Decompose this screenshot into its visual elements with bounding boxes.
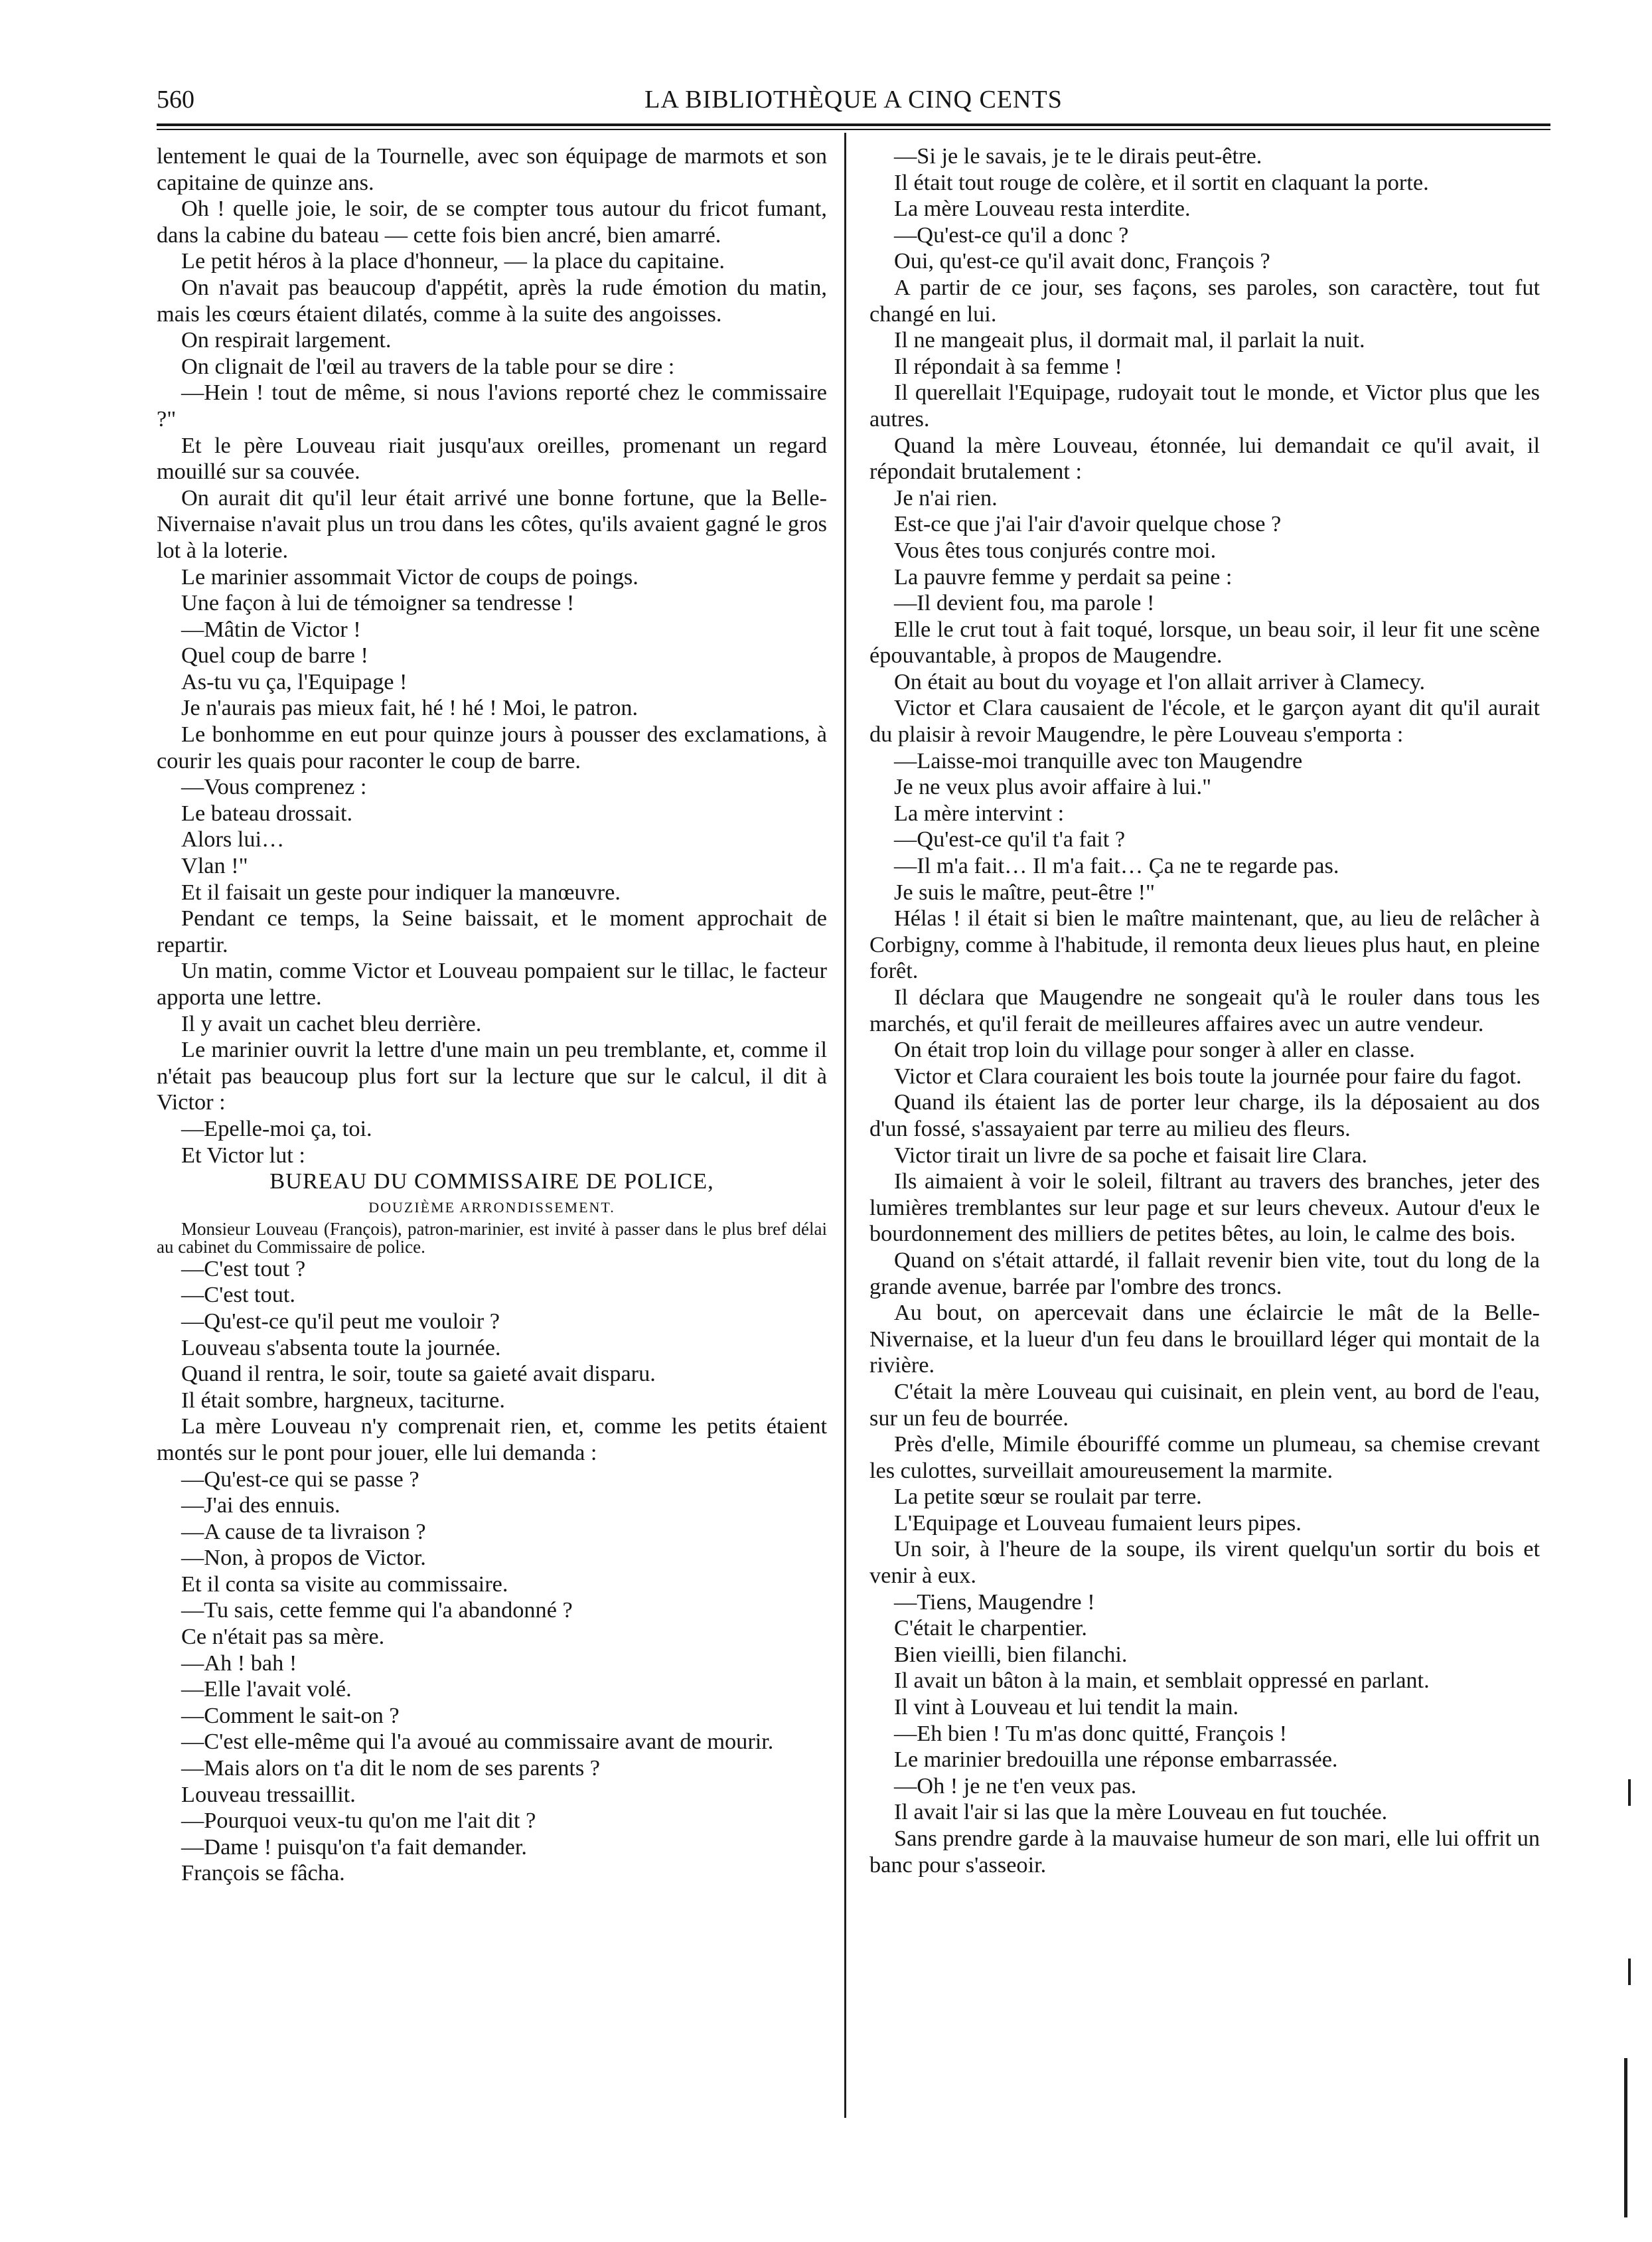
- paragraph: —Il m'a fait… Il m'a fait… Ça ne te regarde pas.: [894, 853, 1339, 879]
- section-heading: BUREAU DU COMMISSAIRE DE POLICE,: [269, 1168, 714, 1194]
- margin-scan-mark: [1624, 2058, 1627, 2217]
- paragraph: —Hein ! tout de même, si nous l'avions reporté chez le commissaire ?": [157, 380, 827, 432]
- paragraph: Alors lui…: [181, 827, 285, 852]
- paragraph: Sans prendre garde à la mauvaise humeur de son mari, elle lui offrit un banc pour s'asseoir.: [869, 1826, 1540, 1878]
- paragraph: Pendant ce temps, la Seine baissait, et le moment approchait de repartir.: [157, 906, 827, 957]
- paragraph: Ils aimaient à voir le soleil, filtrant au travers des branches, jeter des lumières tremblantes sur leur page et sur leurs cheveux. Autour d'eux le bourdonnement des milliers de petites bêtes, au loin, le calme des bois.: [869, 1168, 1540, 1247]
- paragraph: Au bout, on apercevait dans une éclaircie le mât de la Belle-Nivernaise, et la lueur d'un feu dans le brouillard léger qui montait de la rivière.: [869, 1300, 1540, 1378]
- paragraph: Le marinier ouvrit la lettre d'une main un peu tremblante, et, comme il n'était pas beaucoup plus fort sur la lecture que sur le calcul, il dit à Victor :: [157, 1037, 827, 1115]
- column-divider: [844, 133, 846, 2118]
- paragraph: Un soir, à l'heure de la soupe, ils virent quelqu'un sortir du bois et venir à eux.: [869, 1536, 1540, 1589]
- paragraph: Quand la mère Louveau, étonnée, lui demandait ce qu'il avait, il répondait brutalement :: [869, 432, 1540, 485]
- paragraph: Le bonhomme en eut pour quinze jours à pousser des exclamations, à courir les quais pour raconter le coup de barre.: [157, 722, 827, 773]
- header-rule: [157, 123, 1550, 126]
- paragraph: Bien vieilli, bien filanchi.: [894, 1641, 1128, 1667]
- paragraph: C'était la mère Louveau qui cuisinait, en plein vent, au bord de l'eau, sur un feu de bourrée.: [869, 1378, 1540, 1431]
- paragraph: —A cause de ta livraison ?: [181, 1518, 426, 1544]
- paragraph: Le petit héros à la place d'honneur, — la place du capitaine.: [181, 248, 725, 274]
- paragraph: Oui, qu'est-ce qu'il avait donc, François ?: [894, 248, 1270, 274]
- paragraph: La petite sœur se roulait par terre.: [894, 1484, 1202, 1510]
- paragraph: As-tu vu ça, l'Equipage !: [181, 669, 408, 694]
- paragraph: Et il faisait un geste pour indiquer la manœuvre.: [181, 879, 621, 905]
- paragraph: Hélas ! il était si bien le maître maintenant, que, au lieu de relâcher à Corbigny, comme à l'habitude, il remonta deux lieues plus haut, en pleine forêt.: [869, 906, 1540, 984]
- paragraph: Il déclara que Maugendre ne songeait qu'à le rouler dans tous les marchés, et qu'il ferait de meilleures affaires avec un autre vendeur.: [869, 985, 1540, 1036]
- paragraph: Vlan !": [181, 853, 248, 879]
- paragraph: Oh ! quelle joie, le soir, de se compter tous autour du fricot fumant, dans la cabine du bateau — cette fois bien ancré, bien amarré.: [157, 196, 827, 248]
- paragraph: Je suis le maître, peut-être !": [894, 879, 1156, 905]
- paragraph: La pauvre femme y perdait sa peine :: [894, 564, 1233, 590]
- paragraph: —Vous comprenez :: [181, 774, 367, 800]
- paragraph: C'était le charpentier.: [894, 1615, 1087, 1641]
- paragraph: —Qu'est-ce qu'il t'a fait ?: [894, 827, 1126, 852]
- paragraph: —Comment le sait-on ?: [181, 1702, 400, 1728]
- paragraph: Louveau tressaillit.: [181, 1781, 356, 1807]
- paragraph: —Tu sais, cette femme qui l'a abandonné ?: [181, 1597, 573, 1623]
- paragraph: —Epelle-moi ça, toi.: [181, 1115, 372, 1141]
- paragraph: On aurait dit qu'il leur était arrivé une bonne fortune, que la Belle-Nivernaise n'avait plus un trou dans les côtes, qu'ils avaient gagné le gros lot à la loterie.: [157, 485, 827, 563]
- paragraph: On n'avait pas beaucoup d'appétit, après la rude émotion du matin, mais les cœurs étaient dilatés, comme à la suite des angoisses.: [157, 274, 827, 327]
- paragraph: —J'ai des ennuis.: [181, 1492, 340, 1518]
- section-subheading: DOUZIÈME ARRONDISSEMENT.: [368, 1198, 615, 1216]
- paragraph: Une façon à lui de témoigner sa tendresse !: [181, 590, 575, 616]
- paragraph: On était trop loin du village pour songer à aller en classe.: [894, 1037, 1415, 1063]
- paragraph: Le marinier bredouilla une réponse embarrassée.: [894, 1747, 1338, 1773]
- paragraph: Il avait un bâton à la main, et semblait oppressé en parlant.: [894, 1668, 1430, 1694]
- paragraph: —Mâtin de Victor !: [181, 616, 361, 642]
- page-number: 560: [157, 86, 194, 114]
- paragraph: Il était sombre, hargneux, taciturne.: [181, 1387, 505, 1413]
- paragraph: —Pourquoi veux-tu qu'on me l'ait dit ?: [181, 1808, 536, 1834]
- paragraph: —Qu'est-ce qu'il a donc ?: [894, 222, 1129, 248]
- paragraph: Il vint à Louveau et lui tendit la main.: [894, 1694, 1239, 1720]
- paragraph: —Laisse-moi tranquille avec ton Maugendre: [894, 748, 1303, 773]
- paragraph: Ce n'était pas sa mère.: [181, 1624, 385, 1650]
- paragraph: Il avait l'air si las que la mère Louveau en fut touchée.: [894, 1799, 1388, 1825]
- paragraph: On clignait de l'œil au travers de la table pour se dire :: [181, 353, 675, 379]
- paragraph: —Elle l'avait volé.: [181, 1676, 352, 1702]
- paragraph: Le marinier assommait Victor de coups de poings.: [181, 564, 638, 590]
- paragraph: On respirait largement.: [181, 327, 392, 353]
- paragraph: Et le père Louveau riait jusqu'aux oreilles, promenant un regard mouillé sur sa couvée.: [157, 432, 827, 485]
- paragraph: Est-ce que j'ai l'air d'avoir quelque chose ?: [894, 511, 1282, 537]
- paragraph: —Ah ! bah !: [181, 1650, 297, 1676]
- paragraph: Il ne mangeait plus, il dormait mal, il parlait la nuit.: [894, 327, 1365, 353]
- paragraph: Un matin, comme Victor et Louveau pompaient sur le tillac, le facteur apporta une lettre.: [157, 958, 827, 1010]
- paragraph: Je ne veux plus avoir affaire à lui.": [894, 774, 1212, 800]
- notice-text: Monsieur Louveau (François), patron-marinier, est invité à passer dans le plus bref délai au cabinet du Commissaire de police.: [157, 1218, 827, 1257]
- paragraph: —C'est tout.: [181, 1282, 295, 1308]
- paragraph: —Oh ! je ne t'en veux pas.: [894, 1773, 1137, 1799]
- paragraph: Je n'ai rien.: [894, 485, 998, 511]
- page-header: [157, 85, 1550, 125]
- paragraph: La mère intervint :: [894, 800, 1065, 826]
- paragraph: On était au bout du voyage et l'on allait arriver à Clamecy.: [894, 669, 1426, 694]
- paragraph: Et Victor lut :: [181, 1142, 305, 1168]
- paragraph: Il y avait un cachet bleu derrière.: [181, 1010, 482, 1036]
- paragraph: —Qu'est-ce qu'il peut me vouloir ?: [181, 1308, 500, 1334]
- paragraph: Il répondait à sa femme !: [894, 353, 1122, 379]
- paragraph: —Tiens, Maugendre !: [894, 1589, 1095, 1615]
- paragraph: Louveau s'absenta toute la journée.: [181, 1334, 501, 1360]
- paragraph: Je n'aurais pas mieux fait, hé ! hé ! Moi, le patron.: [181, 695, 638, 721]
- paragraph: Le bateau drossait.: [181, 800, 353, 826]
- paragraph: lentement le quai de la Tournelle, avec son équipage de marmots et son capitaine de quinze ans.: [157, 143, 827, 195]
- left-column: [157, 143, 827, 1887]
- paragraph: Quand il rentra, le soir, toute sa gaieté avait disparu.: [181, 1361, 656, 1387]
- paragraph: —C'est elle-même qui l'a avoué au commissaire avant de mourir.: [181, 1729, 774, 1755]
- paragraph: François se fâcha.: [181, 1860, 345, 1886]
- paragraph: La mère Louveau n'y comprenait rien, et, comme les petits étaient montés sur le pont pour jouer, elle lui demanda :: [157, 1413, 827, 1465]
- paragraph: —Mais alors on t'a dit le nom de ses parents ?: [181, 1755, 601, 1781]
- paragraph: La mère Louveau resta interdite.: [894, 196, 1191, 222]
- paragraph: —Il devient fou, ma parole !: [894, 590, 1155, 616]
- paragraph: —Dame ! puisqu'on t'a fait demander.: [181, 1834, 527, 1860]
- paragraph: —Non, à propos de Victor.: [181, 1545, 426, 1571]
- paragraph: Il querellait l'Equipage, rudoyait tout le monde, et Victor plus que les autres.: [869, 380, 1540, 432]
- paragraph: Il était tout rouge de colère, et il sortit en claquant la porte.: [894, 169, 1429, 195]
- header-rule-thin: [157, 129, 1550, 130]
- paragraph: Victor et Clara couraient les bois toute la journée pour faire du fagot.: [894, 1063, 1522, 1089]
- paragraph: —C'est tout ?: [181, 1255, 306, 1281]
- paragraph: —Si je le savais, je te le dirais peut-être.: [894, 143, 1262, 169]
- paragraph: Victor et Clara causaient de l'école, et le garçon ayant dit qu'il aurait du plaisir à revoir Maugendre, le père Louveau s'emporta :: [869, 695, 1540, 748]
- paragraph: Victor tirait un livre de sa poche et faisait lire Clara.: [894, 1142, 1368, 1168]
- paragraph: Quand ils étaient las de porter leur charge, ils la déposaient au dos d'un fossé, s'assayaient par terre au milieu des fleurs.: [869, 1089, 1540, 1141]
- paragraph: Quand on s'était attardé, il fallait revenir bien vite, tout du long de la grande avenue, barrée par l'ombre des troncs.: [869, 1247, 1540, 1299]
- paragraph: A partir de ce jour, ses façons, ses paroles, son caractère, tout fut changé en lui.: [869, 274, 1540, 327]
- paragraph: —Qu'est-ce qui se passe ?: [181, 1466, 419, 1492]
- paragraph: —Eh bien ! Tu m'as donc quitté, François !: [894, 1720, 1288, 1746]
- paragraph: Et il conta sa visite au commissaire.: [181, 1571, 508, 1597]
- running-title: LA BIBLIOTHÈQUE A CINQ CENTS: [644, 86, 1063, 114]
- paragraph: Vous êtes tous conjurés contre moi.: [894, 537, 1217, 563]
- paragraph: Près d'elle, Mimile ébouriffé comme un plumeau, sa chemise crevant les culottes, surveillait amoureusement la marmite.: [869, 1431, 1540, 1483]
- margin-scan-mark: [1628, 1779, 1631, 1806]
- paragraph: Elle le crut tout à fait toqué, lorsque, un beau soir, il leur fit une scène épouvantable, à propos de Maugendre.: [869, 616, 1540, 669]
- right-column: [869, 143, 1540, 1878]
- paragraph: Quel coup de barre !: [181, 643, 368, 669]
- paragraph: L'Equipage et Louveau fumaient leurs pipes.: [894, 1510, 1302, 1536]
- margin-scan-mark: [1628, 1959, 1631, 1985]
